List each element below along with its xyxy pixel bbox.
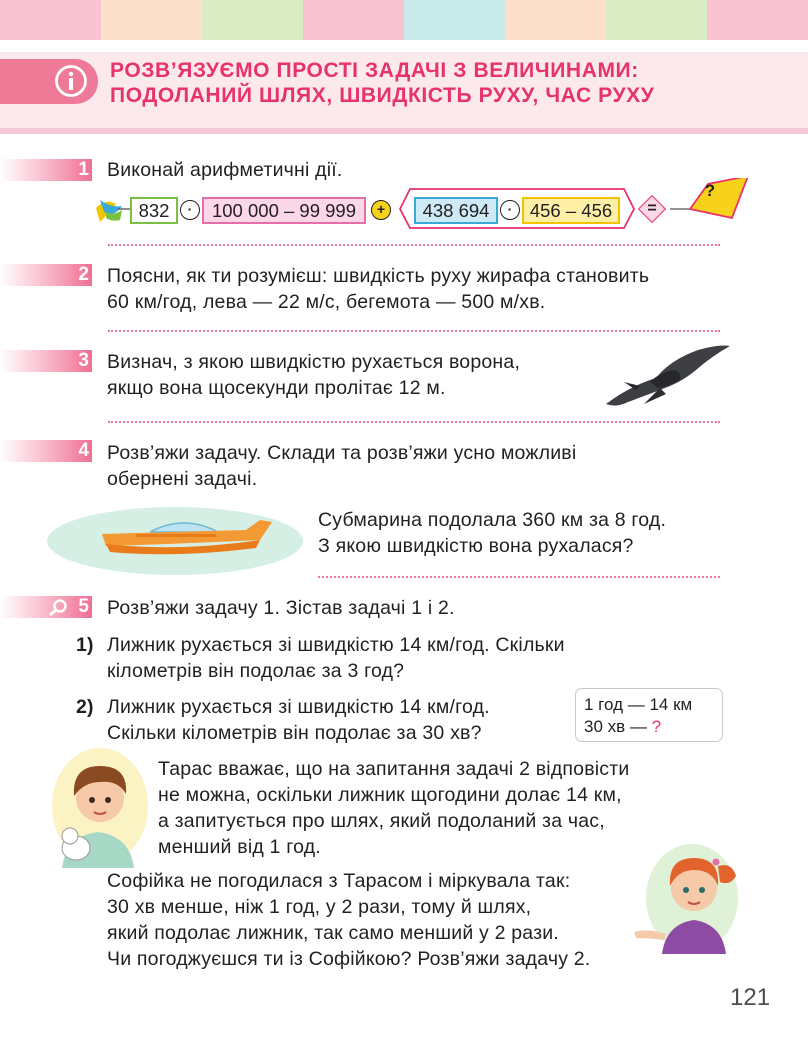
task3-line2: якщо вона щосекунди пролітає 12 м. — [107, 377, 446, 399]
hint-row-2-text: 30 хв — — [584, 717, 652, 736]
multiply-operator-2: · — [500, 200, 520, 220]
task-number: 5 — [78, 596, 89, 617]
answer-dotted-line — [108, 421, 720, 423]
task-number: 2 — [78, 264, 89, 285]
problem2-line2: Скільки кілометрів він подолає за 30 хв? — [107, 722, 482, 744]
hint-box — [575, 688, 723, 742]
magnifier-icon — [48, 598, 68, 616]
kite-question-mark: ? — [704, 181, 716, 200]
answer-dotted-line — [108, 244, 720, 246]
taras-line1: Тарас вважає, що на запитання задачі 2 відповісти — [158, 758, 630, 780]
task-tab-1 — [0, 159, 92, 181]
problem1-line1: Лижник рухається зі швидкістю 14 км/год. Скільки — [107, 634, 565, 656]
task-number: 4 — [78, 440, 89, 461]
top-strip-segment — [505, 0, 606, 40]
expr-box-438694: 438 694 — [414, 197, 498, 224]
top-strip-segment — [404, 0, 505, 40]
answer-dotted-line — [108, 330, 720, 332]
hint-row-1: 1 год — 14 км — [584, 695, 693, 714]
expr-box-832: 832 — [130, 197, 178, 224]
expr-box-subtraction: 100 000 – 99 999 — [202, 197, 366, 224]
taras-illustration — [48, 744, 148, 868]
expr-box-456-456: 456 – 456 — [522, 197, 620, 224]
crow-illustration — [600, 342, 732, 412]
taras-line2: не можна, оскільки лижник щогодини долає 14 км, — [158, 784, 622, 806]
page-title-line1: РОЗВ’ЯЗУЄМО ПРОСТІ ЗАДАЧІ З ВЕЛИЧИНАМИ: — [110, 59, 639, 82]
hint-question-mark: ? — [651, 717, 662, 736]
equals-sign: = — [647, 200, 657, 217]
page-number: 121 — [730, 984, 771, 1011]
header-rule — [0, 128, 808, 134]
top-strip-segment — [303, 0, 404, 40]
problem2-label: 2) — [76, 696, 94, 718]
task-number: 3 — [78, 350, 89, 371]
sofia-line4: Чи погоджуєшся ти із Софійкою? Розв’яжи задачу 2. — [107, 948, 591, 970]
task-tab-4 — [0, 440, 92, 462]
submarine-illustration — [46, 504, 304, 578]
problem1-label: 1) — [76, 634, 94, 656]
top-strip-segment — [0, 0, 101, 40]
task4-problem-line1: Субмарина подолала 360 км за 8 год. — [318, 509, 667, 531]
task1-text: Виконай арифметичні дії. — [107, 159, 343, 181]
plus-operator: + — [371, 200, 391, 220]
task-tab-2 — [0, 264, 92, 286]
task3-line1: Визнач, з якою швидкістю рухається ворона, — [107, 351, 521, 373]
task4-problem-line2: З якою швидкістю вона рухалася? — [318, 535, 634, 557]
answer-dotted-line — [318, 576, 720, 578]
top-strip-segment — [202, 0, 303, 40]
multiply-operator: · — [180, 200, 200, 220]
sofia-line3: який подолає лижник, так само менший у 2 рази. — [107, 922, 559, 944]
task4-line2: обернені задачі. — [107, 468, 258, 490]
page-title — [110, 58, 654, 108]
taras-line4: менший від 1 год. — [158, 836, 321, 858]
info-icon — [54, 64, 88, 98]
sofia-illustration — [632, 836, 742, 954]
top-strip-segment — [606, 0, 707, 40]
problem2-line1: Лижник рухається зі швидкістю 14 км/год. — [107, 696, 490, 718]
task-tab-5 — [0, 596, 92, 618]
taras-line3: а запитується про шлях, який подоланий за час, — [158, 810, 605, 832]
top-strip-segment — [707, 0, 808, 40]
task2-line2: 60 км/год, лева — 22 м/с, бегемота — 500 м/хв. — [107, 291, 546, 313]
top-strip-segment — [101, 0, 202, 40]
top-color-strip — [0, 0, 808, 40]
sofia-line2: 30 хв менше, ніж 1 год, у 2 рази, тому й шлях, — [107, 896, 532, 918]
sofia-line1: Софійка не погодилася з Тарасом і міркувала так: — [107, 870, 571, 892]
problem1-line2: кілометрів він подолає за 3 год? — [107, 660, 405, 682]
task4-line1: Розв’яжи задачу. Склади та розв’яжи усно можливі — [107, 442, 577, 464]
page-title-line2: ПОДОЛАНИЙ ШЛЯХ, ШВИДКІСТЬ РУХУ, ЧАС РУХУ — [110, 84, 655, 107]
hint-row-2 — [584, 716, 661, 738]
task-number: 1 — [78, 159, 89, 180]
task2-line1: Поясни, як ти розумієш: швидкість руху жирафа становить — [107, 265, 650, 287]
task-tab-3 — [0, 350, 92, 372]
task5-text: Розв’яжи задачу 1. Зістав задачі 1 і 2. — [107, 597, 455, 619]
